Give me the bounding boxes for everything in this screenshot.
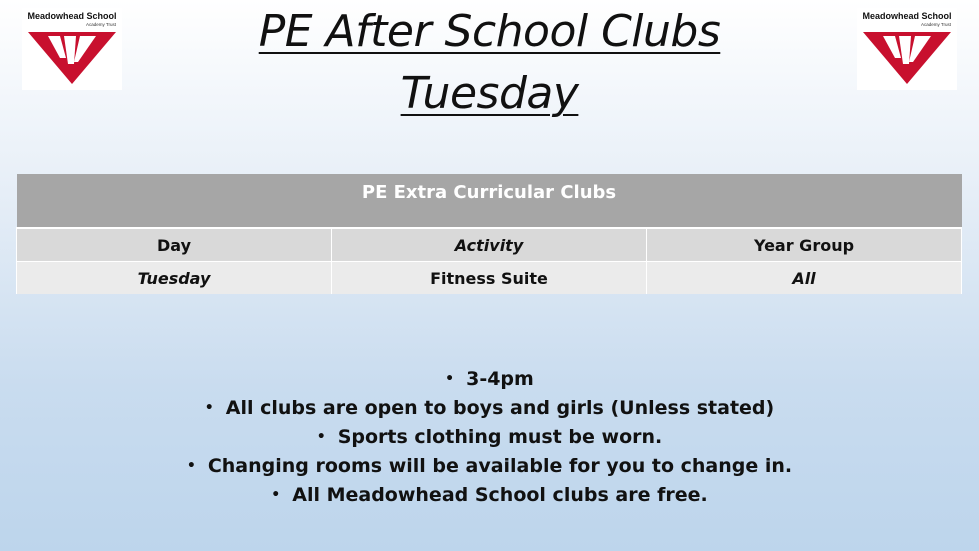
club-notes-list: [0, 365, 979, 510]
column-header-year-group: Year Group: [647, 228, 962, 262]
logo-trust-name: Academy Trust: [85, 22, 116, 27]
table-heading: PE Extra Curricular Clubs: [17, 174, 962, 228]
table-header-row: [17, 228, 962, 262]
cell-day: Tuesday: [17, 262, 332, 295]
cell-activity: Fitness Suite: [332, 262, 647, 295]
clubs-table: [16, 174, 962, 294]
logo-school-name: Meadowhead School: [27, 11, 117, 21]
page-title: PE After School Clubs: [258, 6, 721, 57]
column-header-activity: Activity: [332, 228, 647, 262]
list-item: • All clubs are open to boys and girls (Unless stated): [204, 397, 775, 419]
bullet-icon: •: [271, 487, 281, 503]
page-subtitle-day: Tuesday: [400, 68, 579, 119]
table-row: [17, 262, 962, 295]
list-item: • 3-4pm: [445, 368, 534, 390]
bullet-icon: •: [316, 429, 326, 445]
cell-year-group: All: [647, 262, 962, 295]
list-item: • All Meadowhead School clubs are free.: [271, 484, 708, 506]
list-item: • Sports clothing must be worn.: [316, 426, 663, 448]
logo-trust-name: Academy Trust: [920, 22, 951, 27]
bullet-icon: •: [445, 371, 455, 387]
list-item: • Changing rooms will be available for you to change in.: [186, 455, 793, 477]
bullet-icon: •: [186, 458, 196, 474]
logo-school-name: Meadowhead School: [862, 11, 952, 21]
bullet-icon: •: [204, 400, 214, 416]
column-header-day: Day: [17, 228, 332, 262]
